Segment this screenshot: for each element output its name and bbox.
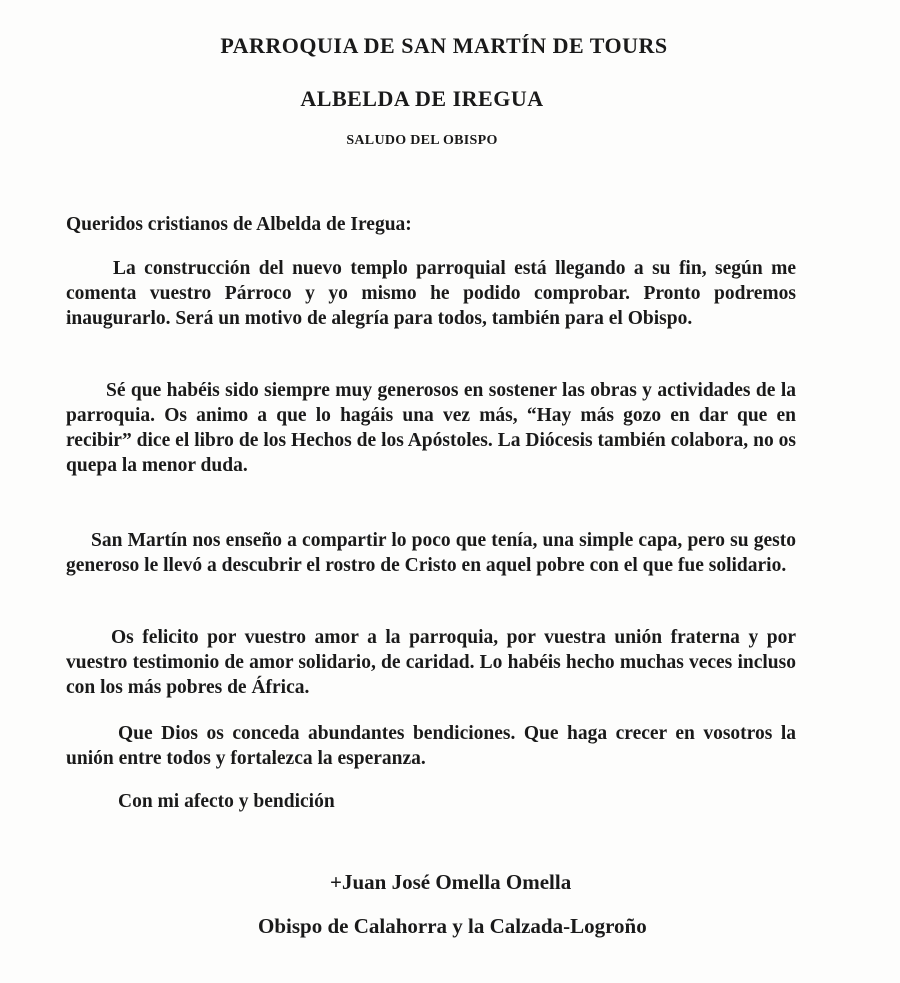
letter-paragraph: La construcción del nuevo templo parroquial está llegando a su fin, según me comenta vuestro Párroco y yo mismo he podido comprobar. Pronto podremos inaugurarlo. Será un motivo de alegría para todos, también para el Obispo. <box>66 258 796 329</box>
town-title: ALBELDA DE IREGUA <box>300 86 544 111</box>
signature-title: Obispo de Calahorra y la Calzada-Logroño <box>258 914 647 938</box>
parish-title: PARROQUIA DE SAN MARTÍN DE TOURS <box>220 33 668 58</box>
letter-paragraph: Sé que habéis sido siempre muy generosos en sostener las obras y actividades de la parroquia. Os animo a que lo hagáis una vez más, “Hay más gozo en dar que en recibir” dice el libro de los Hechos de los Apóstoles. La Diócesis también colabora, no os quepa la menor duda. <box>66 380 796 476</box>
letter-paragraph: San Martín nos enseño a compartir lo poco que tenía, una simple capa, pero su gesto generoso le llevó a descubrir el rostro de Cristo en aquel pobre con el que fue solidario. <box>66 530 796 576</box>
document-subtitle: SALUDO DEL OBISPO <box>346 133 498 148</box>
letter-salutation: Queridos cristianos de Albelda de Iregua: <box>66 214 412 235</box>
letter-paragraph: Os felicito por vuestro amor a la parroquia, por vuestra unión fraterna y por vuestro testimonio de amor solidario, de caridad. Lo habéis hecho muchas veces incluso con los más pobres de África. <box>66 627 796 698</box>
letter-closing: Con mi afecto y bendición <box>118 791 335 812</box>
letter-paragraph: Que Dios os conceda abundantes bendiciones. Que haga crecer en vosotros la unión entre todos y fortalezca la esperanza. <box>66 723 796 769</box>
signature-name: +Juan José Omella Omella <box>330 870 572 894</box>
